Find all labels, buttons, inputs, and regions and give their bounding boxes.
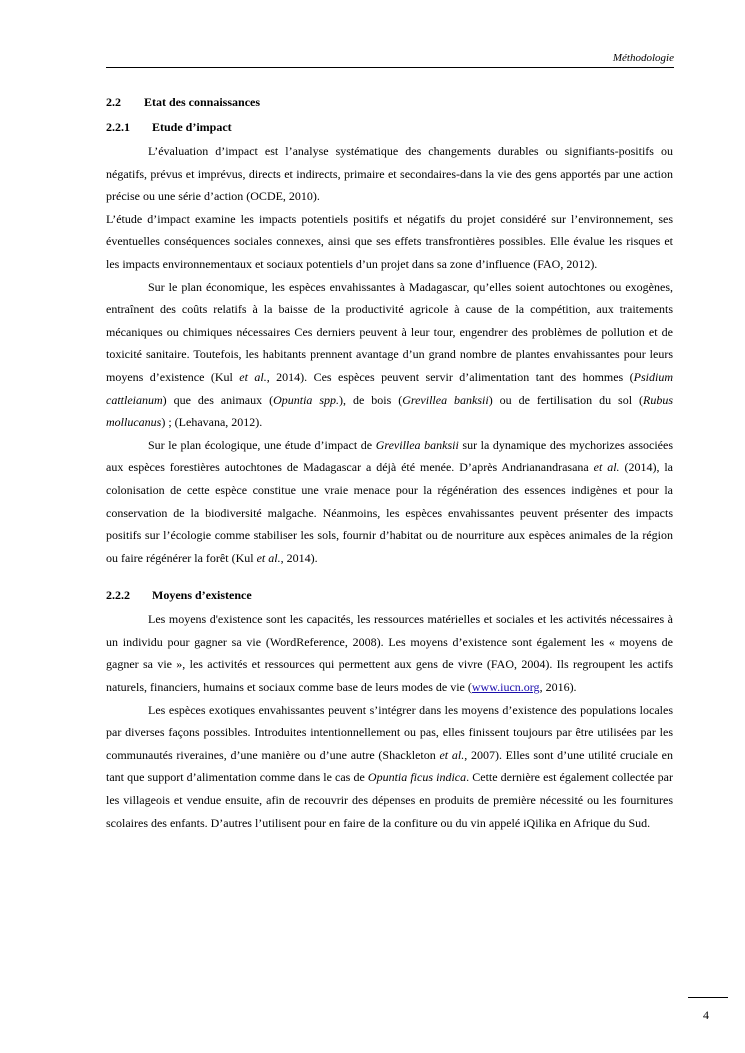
running-header: Méthodologie	[612, 52, 674, 64]
text-run: ), de bois (	[339, 392, 403, 407]
subsection-heading-impact	[106, 119, 673, 136]
species-name: Psidium cattleianum	[106, 369, 674, 407]
text-run: , 2016).	[539, 680, 577, 695]
et-al: et al.	[593, 460, 620, 475]
text-run: , 2007). Elles sont d’une utilité cruciale en tant que support d’alimentation comme dans le cas de	[106, 747, 673, 785]
page-number: 4	[703, 1008, 709, 1022]
text-run: , 2014).	[280, 550, 318, 565]
species-name: Grevillea banksii	[375, 437, 459, 452]
species-name: Grevillea banksii	[402, 392, 489, 407]
section-number: 2.2	[106, 95, 121, 109]
page-content	[106, 94, 673, 834]
iucn-link[interactable]: www.iucn.org	[471, 680, 540, 695]
species-name: Opuntia ficus indica	[367, 770, 467, 785]
header-rule	[106, 67, 674, 68]
text-run: , 2014). Ces espèces peuvent servir d’alimentation tant des hommes (	[266, 369, 634, 384]
text-run: . Cette dernière est également collectée par les villageois et vendue ensuite, afin de recouvrir des dépenses en produits de première nécessité ou les fournitures scolaires des enfants. D’autres l’utilisent pour en faire de la confiture ou du vin appelé iQilika en Afrique du Sud.	[106, 770, 673, 830]
subsection-number: 2.2.2	[106, 588, 130, 603]
text-run: (2014), la colonisation de cette espèce constitue une vraie menace pour la régénération des essences indigènes et pour la conservation de la biodiversité malgache. Néanmoins, les espèces envahissantes peuvent présenter des impacts positifs sur l’écologie comme stabiliser les sols, fournir d’habitat ou de nourriture aux espèces animales de la région ou faire régénérer la forêt (Kul	[106, 460, 674, 565]
species-name: Opuntia spp.	[273, 392, 340, 407]
text-run: ) ; (Lehavana, 2012).	[161, 415, 263, 430]
et-al: et al.	[256, 550, 281, 565]
subsection-title: Etude d’impact	[152, 120, 232, 134]
paragraph-impact-study: L’étude d’impact examine les impacts potentiels positifs et négatifs du projet considéré sur l’environnement, ses éventuelles conséquences sociales connexes, ainsi que ses effets transfrontières possibles. Elle évalue les risques et les impacts environnementaux et sociaux potentiels d’un projet dans sa zone d’influence (FAO, 2012).	[106, 211, 673, 271]
paragraph-livelihoods-definition	[106, 608, 673, 698]
subsection-title: Moyens d’existence	[152, 588, 252, 603]
text-run: Les espèces exotiques envahissantes peuvent s’intégrer dans les moyens d’existence des populations locales par diverses façons possibles. Introduites intentionnellement ou pas, elles finissent toujours par être utilisées par les communautés riveraines, d’une manière ou d’une autre (Shackleton	[106, 702, 673, 762]
text-run: Sur le plan économique, les espèces envahissantes à Madagascar, qu’elles soient autochtones ou exogènes, entraînent des coûts relatifs à la baisse de la productivité agricole à cause de la compétition, aux traitements mécaniques ou chimiques nécessaires Ces derniers peuvent à leur tour, engendrer des problèmes de pollution et de toxicité sanitaire. Toutefois, les habitants prennent avantage d’un grand nombre de plantes envahissantes pour leurs moyens d’existence (Kul	[106, 279, 673, 384]
section-heading	[106, 94, 673, 111]
paragraph-invasive-livelihoods	[106, 699, 673, 835]
paragraph-economic-plan	[106, 276, 673, 434]
paragraph-impact-definition: L’évaluation d’impact est l’analyse systématique des changements durables ou signifiants-positifs ou négatifs, prévus et imprévus, directs et indirects, primaire et secondaires-dans la vie des gens apportés par une action précise ou une série d’action (OCDE, 2010).	[106, 144, 673, 204]
text-run: sur la dynamique des mychorizes associées aux espèces forestières autochtones de Madagascar a déjà été menée. D’après Andrianandrasana	[106, 437, 673, 475]
paragraph-ecological-plan	[106, 434, 673, 570]
species-name: Rubus mollucanus	[106, 392, 673, 430]
text-run: ) ou de fertilisation du sol (	[488, 392, 643, 407]
et-al: et al.	[439, 747, 465, 762]
text-run: ) que des animaux (	[162, 392, 274, 407]
subsection-number: 2.2.1	[106, 120, 130, 134]
text-run: Les moyens d'existence sont les capacités, les ressources matérielles et sociales et les activités nécessaires à un individu pour gagner sa vie (WordReference, 2008). Les moyens d’existence sont également les « moyens de gagner sa vie », les activités et ressources qui permettent aux gens de vivre (FAO, 2004). Ils regroupent les actifs naturels, financiers, humains et sociaux comme base de leurs modes de vie (	[106, 612, 673, 695]
text-run: Sur le plan écologique, une étude d’impact de	[148, 437, 376, 452]
footer-rule	[688, 997, 728, 998]
et-al: et al.	[239, 369, 267, 384]
section-title: Etat des connaissances	[144, 95, 261, 109]
subsection-heading-livelihoods	[106, 587, 673, 604]
